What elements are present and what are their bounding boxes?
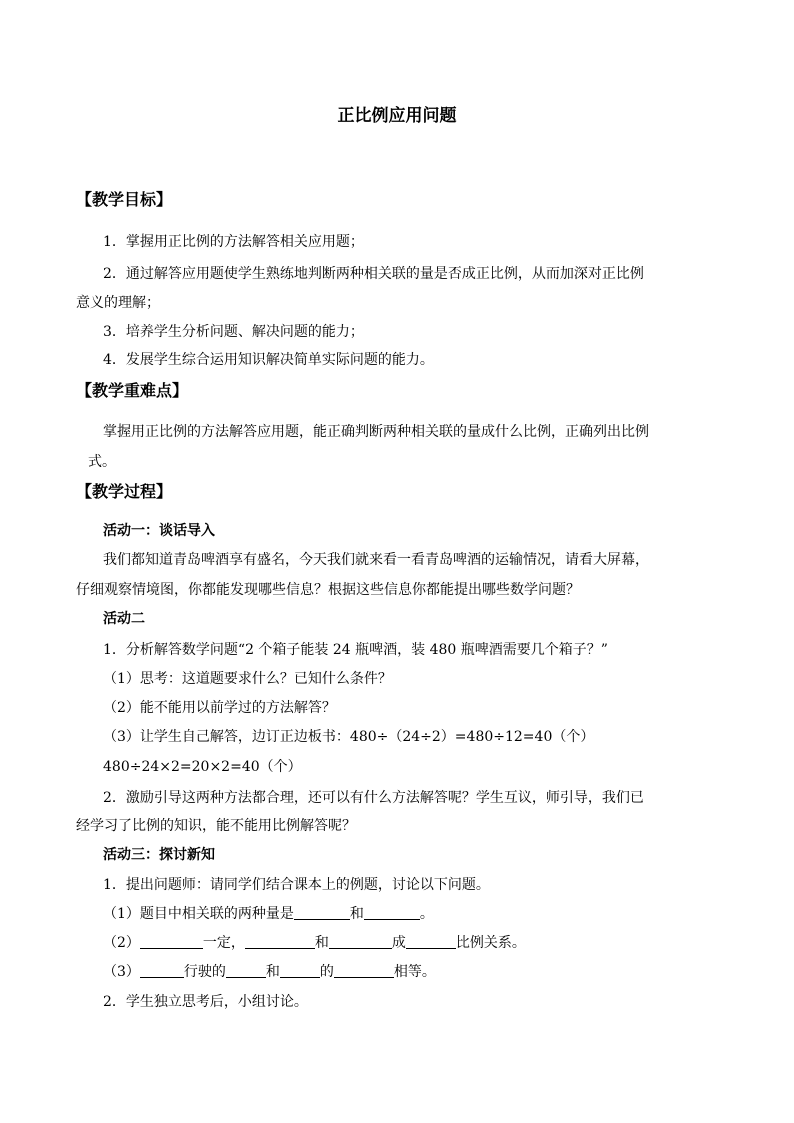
- activity2-line: （2）能不能用以前学过的方法解答？: [103, 700, 336, 716]
- q3-text: （3）: [103, 964, 140, 980]
- activity2-title: 活动二: [103, 611, 145, 627]
- activity3-title: 活动三：探讨新知: [103, 847, 215, 863]
- q2-text: 比例关系。: [455, 935, 526, 951]
- q3-text: 和: [265, 964, 280, 980]
- activity3-question-3: [103, 962, 436, 982]
- activity2-line: （1）思考：这道题要求什么？已知什么条件？: [103, 671, 392, 687]
- activity1-line: 我们都知道青岛啤酒享有盛名，今天我们就来看一看青岛啤酒的运输情况，请看大屏幕，: [103, 552, 649, 568]
- fill-blank[interactable]: [294, 905, 350, 920]
- fill-blank[interactable]: [140, 963, 184, 978]
- fill-blank[interactable]: [406, 934, 456, 949]
- fill-blank[interactable]: [334, 963, 394, 978]
- keypoints-heading: 【教学重难点】: [76, 381, 189, 400]
- keypoints-line: 式。: [88, 454, 116, 470]
- activity3-question-2: [103, 933, 526, 953]
- q2-text: 成: [391, 935, 406, 951]
- objective-item: 1．掌握用正比例的方法解答相关应用题；: [103, 234, 364, 250]
- q3-text: 行驶的: [183, 964, 226, 980]
- activity1-line: 仔细观察情境图，你都能发现哪些信息？根据这些信息你都能提出哪些数学问题？: [76, 582, 580, 598]
- q1-text: 。: [419, 906, 434, 922]
- fill-blank[interactable]: [245, 934, 315, 949]
- activity2-line: 1．分析解答数学问题“2 个箱子能装 24 瓶啤酒，装 480 瓶啤酒需要几个箱子？”: [103, 642, 608, 658]
- activity1-title: 活动一：谈话导入: [103, 523, 215, 539]
- q3-text: 的: [319, 964, 334, 980]
- q1-text: （1）题目中相关联的两种量是: [103, 906, 294, 922]
- activity3-line: 1．提出问题师：请同学们结合课本上的例题，讨论以下问题。: [103, 877, 490, 893]
- objective-item: 3．培养学生分析问题、解决问题的能力；: [103, 324, 364, 340]
- activity3-question-1: [103, 904, 434, 924]
- activity2-line: （3）让学生自己解答，边订正边板书：480÷（24÷2）=480÷12=40（个）: [103, 729, 595, 745]
- fill-blank[interactable]: [140, 934, 203, 949]
- q2-text: 一定，: [202, 935, 245, 951]
- process-heading: 【教学过程】: [76, 482, 173, 501]
- keypoints-line: 掌握用正比例的方法解答应用题，能正确判断两种相关联的量成什么比例，正确列出比例: [103, 424, 649, 440]
- activity3-line: 2．学生独立思考后，小组讨论。: [103, 994, 308, 1010]
- activity2-line: 经学习了比例的知识，能不能用比例解答呢？: [76, 818, 356, 834]
- fill-blank[interactable]: [226, 963, 266, 978]
- objective-item: 意义的理解；: [76, 295, 160, 311]
- objective-item: 4．发展学生综合运用知识解决简单实际问题的能力。: [103, 352, 434, 368]
- objectives-heading: 【教学目标】: [76, 190, 173, 209]
- q1-text: 和: [349, 906, 364, 922]
- activity2-line: 2．激励引导这两种方法都合理，还可以有什么方法解答呢？学生互议，师引导，我们已: [103, 790, 644, 806]
- q3-text: 相等。: [393, 964, 436, 980]
- fill-blank[interactable]: [364, 905, 420, 920]
- fill-blank[interactable]: [280, 963, 320, 978]
- fill-blank[interactable]: [329, 934, 392, 949]
- objective-item: 2．通过解答应用题使学生熟练地判断两种相关联的量是否成正比例，从而加深对正比例: [103, 266, 644, 282]
- q2-text: （2）: [103, 935, 140, 951]
- activity2-line: 480÷24×2=20×2=40（个）: [103, 759, 302, 775]
- q2-text: 和: [314, 935, 329, 951]
- page-title: 正比例应用问题: [337, 106, 457, 126]
